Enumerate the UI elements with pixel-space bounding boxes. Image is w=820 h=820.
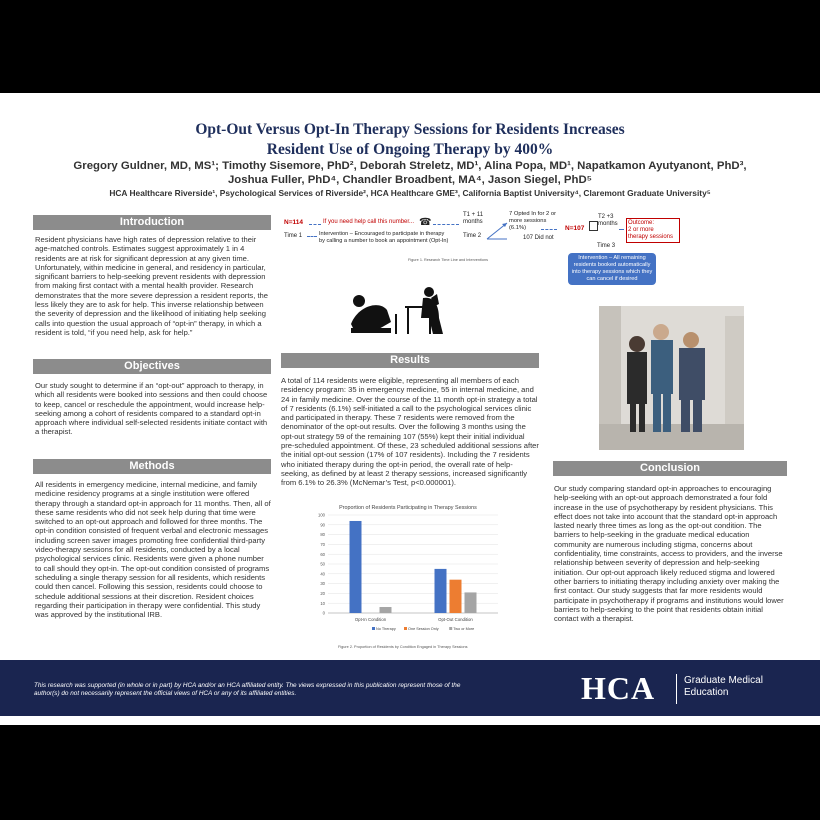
- y-tick-label: 60: [320, 551, 325, 557]
- timeline-n107: N=107: [565, 225, 585, 232]
- timeline-prompt: If you need help call this number...: [323, 219, 415, 225]
- bar-two-or-more: [465, 592, 477, 613]
- gme-line1: Graduate Medical: [684, 675, 763, 686]
- authors-line2: Joshua Fuller, PhD⁴, Chandler Broadbent, MA⁴, Jason Siegel, PhD⁵: [227, 174, 593, 186]
- timeline-t1-label: T1 + 11 months: [463, 212, 484, 225]
- poster: [0, 93, 820, 725]
- legend-label: No Therapy: [376, 626, 396, 631]
- conclusion-body: Our study comparing standard opt-in approaches to encouraging help-seeking with an opt-out approach demonstrated a four fold increase in the use of psychotherapy by resident physicians. This effect does not take into account that the standard opt-in approach lasted nearly three times as long as the opt-out condition. The barriers to help-seeking in the graduate medical education community are numerous including stigma, concerns about confidentiality, time constraints, access to providers, and the inverse relationship between severity of depression and help-seeking initiation. Our opt-out approach likely reduced stigma and lowered other barriers to initiating therapy including anxiety over making the first contact. Our study suggests that far more residents would participate in psychotherapy if programs and institutions would lower barriers to help-seeking to the point that residents obtain initial contact with a therapist.: [554, 484, 784, 624]
- timeline-n114: N=114: [284, 219, 303, 226]
- legend-label: One Session Only: [408, 626, 439, 631]
- affiliations: HCA Healthcare Riverside¹, Psychological Services of Riverside², HCA Healthcare GME³, California Baptist University⁴, Claremont Graduate University⁵: [109, 188, 711, 198]
- poster-title-line1: Opt-Out Versus Opt-In Therapy Sessions for Residents Increases: [195, 121, 625, 138]
- timeline-outcome-body: 2 or more therapy sessions: [628, 227, 674, 240]
- timeline-time2: Time 2: [463, 233, 482, 239]
- y-tick-label: 50: [320, 561, 325, 567]
- conclusion-heading: Conclusion: [553, 461, 787, 476]
- hca-logo: HCA: [581, 670, 656, 706]
- bar-two-or-more: [380, 607, 392, 613]
- y-tick-label: 10: [320, 600, 325, 606]
- introduction-heading: Introduction: [33, 215, 271, 230]
- y-tick-label: 80: [320, 532, 325, 538]
- participation-chart: [310, 503, 506, 653]
- timeline-opted-in: 7 Opted In for 2 or more sessions (6.1%): [509, 211, 557, 231]
- logo-divider: [676, 674, 677, 704]
- timeline-opt-out-intervention: Intervention – All remaining residents booked automatically into therapy sessions which they can cancel if desired: [568, 253, 656, 285]
- authors-line1: Gregory Guldner, MD, MS¹; Timothy Sisemore, PhD², Deborah Streletz, MD¹, Alina Popa, MD¹, Napatkamon Ayutyanont, PhD³,: [73, 160, 747, 172]
- timeline-outcome-box: [626, 218, 680, 243]
- timeline-branch-arrows: [485, 215, 511, 245]
- timeline-opt-in-intervention: Intervention – Encouraged to participate in therapy by calling a number to book an appointment (Opt-In): [319, 231, 449, 244]
- y-tick-label: 70: [320, 542, 325, 547]
- gme-label: [684, 675, 763, 699]
- y-tick-label: 0: [322, 610, 325, 616]
- methods-body: All residents in emergency medicine, internal medicine, and family medicine residency programs at a single institution were offered therapy through a standard opt-in approach for 11 months. Then, all of these same residents who did not seek help during that time were switched to an opt-out approach and followed for three months. The opt-in condition consisted of frequent verbal and electronic messages including screen saver images promoting free confidential third-party video-therapy sessions for all residents, conducted by a local psychological services clinic. Residents were given a phone number to call should they opt-in. The opt-out condition consisted of programs scheduling a single therapy session for all residents, which residents could then cancel. Following this session, residents could choose to schedule additional sessions at their discretion. Resident choices regarding their participation in therapy were confidential. This study was approved by the institutional IRB.: [35, 480, 271, 620]
- timeline-did-not: 107 Did not: [523, 235, 554, 241]
- y-tick-label: 90: [320, 522, 325, 528]
- calendar-icon: [589, 221, 598, 231]
- timeline-outcome-title: Outcome:: [628, 220, 655, 226]
- chart-caption: Figure 2. Proportion of Residents by Condition Engaged in Therapy Sessions: [338, 645, 468, 649]
- legend-swatch: [449, 627, 452, 630]
- chart-title: Proportion of Residents Participating in Therapy Sessions: [339, 505, 477, 511]
- timeline-time1: Time 1: [284, 233, 303, 239]
- y-tick-label: 20: [320, 591, 325, 596]
- gme-line2: Education: [684, 687, 729, 698]
- footer: [0, 660, 820, 716]
- y-tick-label: 30: [320, 581, 325, 587]
- methods-heading: Methods: [33, 459, 271, 474]
- results-body: A total of 114 residents were eligible, representing all members of each residency program: 35 in emergency medicine, 55 in internal medicine, and 24 in family medicine. Over the course of the 11 month opt-in strategy a total of 7 residents (6.1%) self-initiated a call to the psychological services clinic and participated in therapy. These 7 residents were removed from the denominator of the opt-out results. Over the following 3 months using the opt-out strategy 59 of the remaining 107 (55%) kept their initial individual pre-scheduled appointment. Of these, 23 scheduled additional sessions after the initial opt-out session (17% of 107 residents). Including the 7 residents who initiated therapy during the opt-in period, the overall rate of help-seeking, as defined by at least 2 therapy sessions, increased significantly from 6.1% to 26.3% (McNemar’s Test, p<0.000001).: [281, 376, 539, 488]
- x-category-label: Opt-In Condition: [354, 617, 387, 622]
- objectives-body: Our study sought to determine if an “opt-out” approach to therapy, in which all residents were booked into sessions and then could choose to keep, cancel or reschedule the appointment, would increase help-seeking among a cohort of residents compared to a standard opt-in approach where individual self-selected residents initiate contact with a therapist.: [35, 381, 268, 437]
- legend-swatch: [404, 627, 407, 630]
- phone-icon: ☎: [419, 217, 432, 228]
- timeline-t2-label: T2 +3 months: [598, 214, 618, 227]
- resident-photo: [599, 306, 744, 450]
- therapy-silhouette-illustration: [343, 284, 458, 339]
- y-tick-label: 100: [318, 512, 325, 518]
- y-tick-label: 40: [320, 571, 325, 577]
- bar-no-therapy: [435, 569, 447, 613]
- legend-label: Two or More: [453, 626, 475, 631]
- results-heading: Results: [281, 353, 539, 368]
- bar-no-therapy: [350, 521, 362, 613]
- introduction-body: Resident physicians have high rates of depression relative to their age-matched controls. Estimates suggest approximately 1 in 4 residents are at risk for significant depression at any given time. Unfortunately, within medicine in general, and residency in particular, significant barriers to help-seeking prevent residents with depression from making first contact with a mental health provider. Research demonstrates that the more severe depression a resident reports, the less likely they are to ask for help. This inverse relationship between the severity of depression and the likelihood of initiating help seeking calls into question the usual approach of “opt-in” therapy, in which a resident is told, “if you need help, ask for help.”: [35, 235, 268, 337]
- bar-one-session-only: [450, 580, 462, 613]
- objectives-heading: Objectives: [33, 359, 271, 374]
- legend-swatch: [372, 627, 375, 630]
- timeline-time3: Time 3: [597, 243, 616, 249]
- timeline-caption: Figure 1. Research Time Line and Interventions: [408, 258, 488, 262]
- poster-title-line2: Resident Use of Ongoing Therapy by 400%: [266, 141, 554, 158]
- footer-disclaimer: This research was supported (in whole or in part) by HCA and/or an HCA affiliated entity. The views expressed in this publication represent those of the author(s) do not necessarily represent the official views of HCA or any of its affiliated entities.: [34, 682, 461, 697]
- x-category-label: Opt-Out Condition: [438, 617, 473, 622]
